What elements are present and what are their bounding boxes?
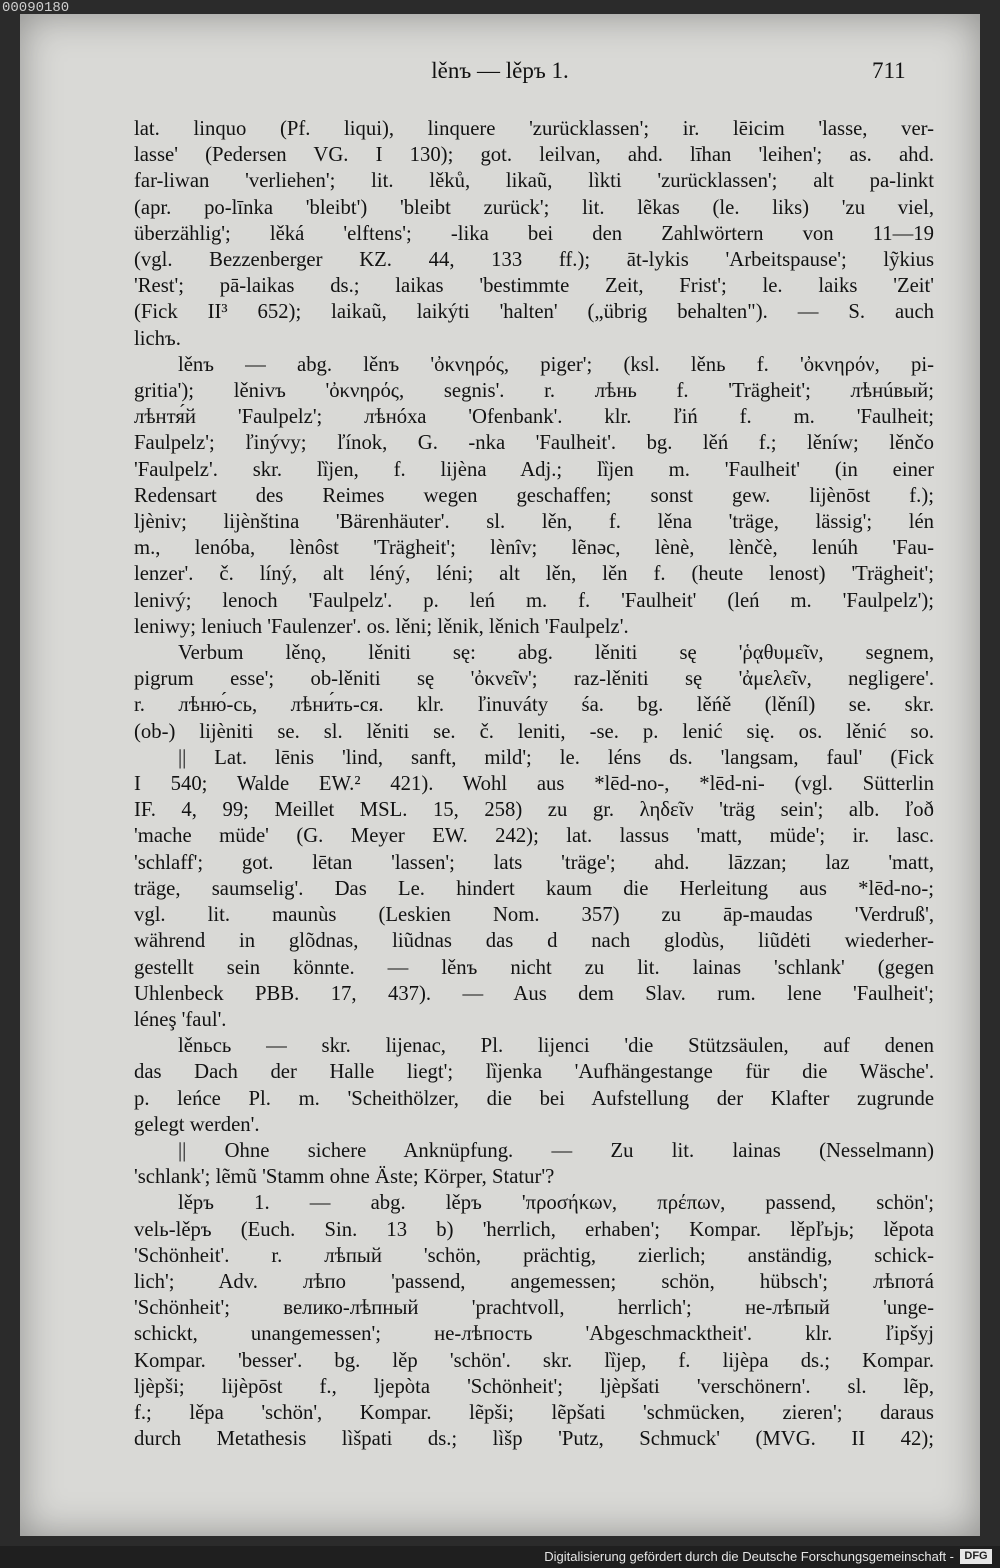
text-line: (ob-) lijèniti se. sl. lěniti se. č. leniti, -se. p. lenić się. os. lěnić so. [134,720,934,743]
text-line: durch Metathesis lìšpati ds.; lìšp 'Putz, Schmuck' (MVG. II 42); [134,1428,934,1451]
text-line: ljèniv; lijènština 'Bärenhäuter'. sl. lěn, f. lěna 'träge, lässig'; lén [134,511,934,534]
text-line: far-liwan 'verliehen'; lit. lěků, likaũ, lìkti 'zurücklassen'; alt pa-linkt [134,170,934,193]
text-line: das Dach der Halle liegt'; lȉjenka 'Aufhängestange für die Wäsche'. [134,1061,934,1084]
scan-edge-number: 00090180 [2,0,70,16]
text-line: lichъ. [134,327,181,350]
text-line: leniwy; leniuch 'Faulenzer'. os. lěni; lěnik, lěnich 'Faulpelz'. [134,615,629,638]
text-line: schickt, unangemessen'; не-лѣпость 'Abgeschmacktheit'. klr. ľipšyj [134,1323,934,1346]
text-line: 'Schönheit'. r. лѣпый 'schön, prächtig, zierlich; anständig, schick- [134,1244,934,1267]
text-line: pigrum esse'; ob-lěniti sę 'ὀκνεῖν'; raz-lěniti sę 'ἀμελεῖν, negligere'. [134,668,934,691]
text-line: vgl. lit. maunùs (Leskien Nom. 357) zu āp-maudas 'Verdruß', [134,904,934,927]
text-line: Kompar. 'besser'. bg. lěp 'schön'. skr. lȉjep, f. lijèpa ds.; Kompar. [134,1349,934,1372]
dfg-logo-icon: DFG [960,1549,992,1564]
text-line: gelegt werden'. [134,1113,260,1136]
text-line: lěpъ 1. — abg. lěpъ 'προσήκων, πρέπων, passend, schön'; [178,1192,934,1215]
text-line: || Ohne sichere Anknüpfung. — Zu lit. lainas (Nesselmann) [178,1139,934,1162]
text-line: p. leńce Pl. m. 'Scheithölzer, die bei Aufstellung der Klafter zugrunde [134,1087,934,1110]
text-line: 'Schönheit'; велико-лѣпный 'prachtvoll, herrlich'; не-лѣпый 'unge- [134,1297,934,1320]
text-line: || Lat. lēnis 'lind, sanft, mild'; le. léns ds. 'langsam, faul' (Fick [178,746,934,769]
text-line: m., lenóba, lènôst 'Trägheit'; lènȋv; lẽnəc, lènè, lènčè, lenúh 'Fau- [134,537,934,560]
text-line: Uhlenbeck PBB. 17, 437). — Aus dem Slav. rum. lene 'Faulheit'; [134,982,934,1005]
text-line: lěnьcь — skr. lijenac, Pl. lijenci 'die Stützsäulen, auf denen [178,1035,934,1058]
text-line: 'schlaff'; got. lētan 'lassen'; lats 'träge'; ahd. lāzzan; laz 'matt, [134,851,934,874]
text-line: I 540; Walde EW.² 421). Wohl aus *lēd-no-, *lēd-ni- (vgl. Sütterlin [134,773,934,796]
text-line: lěnъ — abg. lěnъ 'ὀκνηρός, piger'; (ksl. lěnь f. 'ὀκνηρόν, pi- [178,353,934,376]
text-line: (apr. po-līnka 'bleibt') 'bleibt zurück'; lit. lẽkas (le. liks) 'zu viel, [134,196,934,219]
text-line: lich'; Adv. лѣпо 'passend, angemessen; schön, hübsch'; лѣпотá [134,1270,934,1293]
text-line: (vgl. Bezzenberger KZ. 44, 133 ff.); āt-lykis 'Arbeitspause'; lỹkius [134,249,934,272]
text-line: léneş 'faul'. [134,1008,227,1031]
text-line: lenzer'. č. líný, alt léný, léni; alt lěn, lěn f. (heute lenost) 'Trägheit'; [134,563,934,586]
text-line: 'mache müde' (G. Meyer EW. 242); lat. lassus 'matt, müde'; ir. lasc. [134,825,934,848]
text-line: velь-lěpъ (Euch. Sin. 13 b) 'herrlich, erhaben'; Kompar. lěpľьjь; lěpota [134,1218,934,1241]
footer-credit-text: Digitalisierung gefördert durch die Deutsche Forschungsgemeinschaft - [544,1549,954,1564]
text-line: lasse' (Pedersen VG. I 130); got. leilvan, ahd. līhan 'leihen'; as. ahd. [134,144,934,167]
digitization-footer [0,1546,1000,1568]
text-line: (Fick II³ 652); laikaũ, laikýti 'halten' („übrig behalten"). — S. auch [134,301,934,324]
dictionary-text-block [134,116,934,1452]
text-line: 'Rest'; pā-laikas ds.; laikas 'bestimmte Zeit, Frist'; le. laiks 'Zeit' [134,275,934,298]
text-line: r. лѣню́-сь, лѣни́ть-ся. klr. ľinuváty śa. bg. lěńě (lěníl) se. skr. [134,694,934,717]
text-line: 'schlank'; lẽmũ 'Stamm ohne Äste; Körper, Statur'? [134,1166,555,1189]
page-number: 711 [872,58,906,83]
text-line: Faulpelz'; ľinývy; ľínok, G. -nka 'Faulheit'. bg. lěń f.; lěníw; lěnčo [134,432,934,455]
text-line: lenivý; lenoch 'Faulpelz'. p. leń m. f. 'Faulheit' (leń m. 'Faulpelz'); [134,589,934,612]
text-line: Redensart des Reimes wegen geschaffen; sonst gew. lijènōst f.); [134,484,934,507]
text-line: IF. 4, 99; Meillet MSL. 15, 258) zu gr. ληδεῖν 'träg sein'; alb. ľoð [134,799,934,822]
text-line: lat. linquo (Pf. liqui), linquere 'zurücklassen'; ir. lēicim 'lasse, ver- [134,118,934,140]
text-line: gestellt sein könnte. — lěnъ nicht zu lit. lainas 'schlank' (gegen [134,956,934,979]
text-line: f.; lěpa 'schön', Kompar. lẽpši; lẽpšati 'schmücken, zieren'; daraus [134,1401,934,1424]
text-line: während in glõdnas, liũdnas das d nach glodùs, liũdėti wiederher- [134,930,934,953]
text-line: überzählig'; lěká 'elftens'; -lika bei den Zahlwörtern von 11—19 [134,222,934,245]
text-line: ljèpši; lijèpōst f., ljepòta 'Schönheit'; ljèpšati 'verschönern'. sl. lẽp, [134,1375,934,1398]
text-line: Verbum lěnǫ, lěniti sę: abg. lěniti sę 'ῥᾳθυμεῖν, segnem, [178,642,934,665]
running-head: lěnъ — lěpъ 1. [431,58,569,83]
text-line: träge, saumselig'. Das Le. hindert kaum die Herleitung aus *lēd-no-; [134,877,934,900]
text-line: лѣнтя́й 'Faulpelz'; лѣнóха 'Ofenbank'. klr. ľiń f. m. 'Faulheit; [134,406,934,429]
text-line: 'Faulpelz'. skr. lȉjen, f. lijèna Adj.; lȉjen m. 'Faulheit' (in einer [134,458,934,481]
text-line: gritia'); lěnivъ 'ὀκνηρός, segnis'. r. лѣнь f. 'Trägheit'; лѣнúвый; [134,380,934,403]
